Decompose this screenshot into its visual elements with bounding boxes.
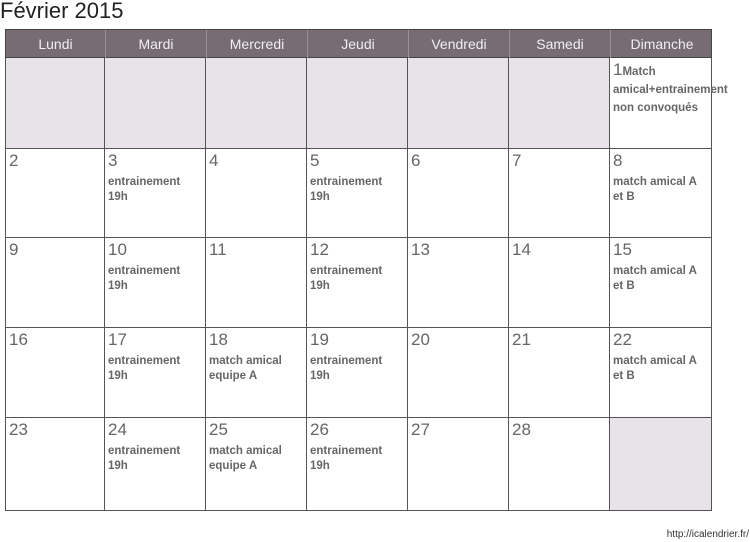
day-number: 14 bbox=[512, 240, 531, 259]
empty-day-cell bbox=[307, 58, 408, 149]
day-number: 13 bbox=[411, 240, 430, 259]
day-cell bbox=[408, 418, 509, 511]
empty-day-cell bbox=[408, 58, 509, 149]
weekday-6: Dimanche bbox=[630, 36, 694, 52]
day-cell bbox=[509, 328, 610, 418]
day-content bbox=[613, 60, 728, 116]
day-note: Match amical+entrainement non convoqués bbox=[613, 66, 728, 114]
day-number: 25 bbox=[209, 420, 228, 439]
day-note: match amical A et B bbox=[613, 176, 697, 203]
day-number: 3 bbox=[108, 151, 118, 170]
day-cell bbox=[509, 418, 610, 511]
day-number: 23 bbox=[9, 420, 28, 439]
day-cell bbox=[206, 238, 307, 328]
day-note: entrainement 19h bbox=[108, 355, 181, 382]
day-cell bbox=[206, 418, 307, 511]
day-cell bbox=[105, 238, 206, 328]
weekday-1: Mardi bbox=[106, 30, 207, 59]
day-cell bbox=[105, 328, 206, 418]
day-note: match amical A et B bbox=[613, 355, 697, 382]
day-number: 6 bbox=[411, 151, 421, 170]
weekday-header bbox=[5, 29, 712, 58]
day-cell bbox=[307, 418, 408, 511]
weekday-5: Samedi bbox=[510, 30, 611, 59]
day-cell bbox=[206, 328, 307, 418]
day-cell bbox=[307, 149, 408, 238]
day-number: 15 bbox=[613, 240, 632, 259]
day-number: 21 bbox=[512, 330, 531, 349]
day-number: 8 bbox=[613, 151, 623, 170]
day-number: 24 bbox=[108, 420, 127, 439]
day-number: 11 bbox=[209, 240, 227, 259]
day-number: 17 bbox=[108, 330, 127, 349]
day-cell bbox=[105, 149, 206, 238]
day-note: entrainement 19h bbox=[310, 355, 383, 382]
day-number: 16 bbox=[9, 330, 28, 349]
day-cell bbox=[5, 149, 105, 238]
day-number: 28 bbox=[512, 420, 531, 439]
day-note: entrainement 19h bbox=[108, 445, 181, 472]
day-number: 18 bbox=[209, 330, 228, 349]
day-number: 5 bbox=[310, 151, 320, 170]
day-number: 7 bbox=[512, 151, 522, 170]
weekday-2: Mercredi bbox=[207, 30, 308, 59]
day-cell bbox=[509, 149, 610, 238]
day-note: entrainement 19h bbox=[108, 176, 181, 203]
day-cell bbox=[5, 328, 105, 418]
day-number: 1 bbox=[613, 60, 623, 79]
day-number: 19 bbox=[310, 330, 329, 349]
weekday-4: Vendredi bbox=[409, 30, 510, 59]
day-cell bbox=[105, 418, 206, 511]
month-title: Février 2015 bbox=[0, 0, 124, 23]
day-note: match amical equipe A bbox=[209, 445, 282, 472]
day-cell bbox=[408, 149, 509, 238]
day-note: entrainement 19h bbox=[310, 445, 383, 472]
day-cell bbox=[408, 238, 509, 328]
day-number: 22 bbox=[613, 330, 632, 349]
day-number: 4 bbox=[209, 151, 219, 170]
empty-day-cell bbox=[206, 58, 307, 149]
day-cell bbox=[5, 238, 105, 328]
day-cell bbox=[509, 238, 610, 328]
day-cell bbox=[408, 328, 509, 418]
day-cell bbox=[610, 238, 712, 328]
day-number: 12 bbox=[310, 240, 329, 259]
day-cell bbox=[307, 328, 408, 418]
day-number: 27 bbox=[411, 420, 430, 439]
day-number: 20 bbox=[411, 330, 430, 349]
day-cell bbox=[5, 418, 105, 511]
empty-day-cell bbox=[105, 58, 206, 149]
weekday-0: Lundi bbox=[6, 30, 106, 59]
day-cell bbox=[307, 238, 408, 328]
day-cell bbox=[610, 149, 712, 238]
day-cell bbox=[610, 328, 712, 418]
weekday-3: Jeudi bbox=[308, 30, 409, 59]
day-note: entrainement 19h bbox=[108, 265, 181, 292]
empty-day-cell bbox=[5, 58, 105, 149]
day-note: entrainement 19h bbox=[310, 265, 383, 292]
empty-day-cell bbox=[610, 418, 712, 511]
day-number: 9 bbox=[9, 240, 19, 259]
day-cell bbox=[206, 149, 307, 238]
day-number: 2 bbox=[9, 151, 19, 170]
calendar-grid bbox=[5, 58, 728, 511]
day-note: match amical equipe A bbox=[209, 355, 282, 382]
day-number: 26 bbox=[310, 420, 329, 439]
empty-day-cell bbox=[509, 58, 610, 149]
footer-url: http://icalendrier.fr/ bbox=[666, 529, 749, 540]
day-note: match amical A et B bbox=[613, 265, 697, 292]
day-note: entrainement 19h bbox=[310, 176, 383, 203]
day-number: 10 bbox=[108, 240, 127, 259]
calendar bbox=[5, 29, 728, 511]
day-cell bbox=[610, 58, 728, 149]
